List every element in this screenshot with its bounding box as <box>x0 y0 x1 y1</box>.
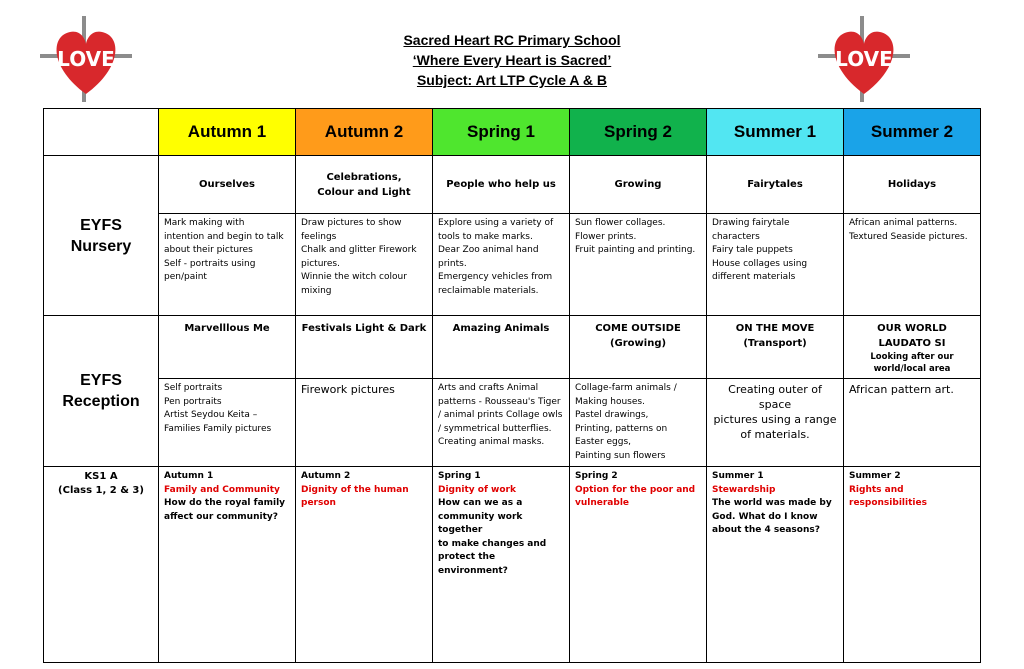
activity-line: Collage-farm animals / <box>575 383 677 393</box>
nursery-topic <box>570 156 707 214</box>
reception-topic <box>159 316 296 379</box>
activity-line: African animal patterns. <box>849 218 958 228</box>
ks1-question: How can we as a <box>438 498 523 508</box>
activity-line: Dear Zoo animal hand <box>438 245 539 255</box>
stage-label-line: (Class 1, 2 & 3) <box>58 485 144 496</box>
topic-line: LAUDATO SI <box>878 338 946 349</box>
term-header: Summer 1 <box>707 109 844 156</box>
activity-line: Fruit painting and printing. <box>575 245 696 255</box>
activity-line: about their pictures <box>164 245 253 255</box>
activity-line: feelings <box>301 231 337 242</box>
topic-line: Fairytales <box>747 179 803 190</box>
activity-line: Families Family pictures <box>164 423 272 434</box>
activity-line: African pattern art. <box>849 383 954 396</box>
activity-line: Self - portraits using <box>164 258 256 269</box>
activity-line: Artist Seydou Keita – <box>164 410 258 420</box>
topic-line: Colour and Light <box>317 186 411 198</box>
reception-activity <box>159 379 296 467</box>
activity-line: Pen portraits <box>164 396 222 407</box>
ks1-cell <box>159 467 296 663</box>
ks1-theme: Stewardship <box>712 484 776 495</box>
ks1-question: How do the royal family <box>164 498 286 508</box>
activity-line: Chalk and glitter Firework <box>301 245 417 255</box>
ks1-question: community work together <box>438 511 523 535</box>
stage-label-line: EYFS <box>80 216 122 234</box>
ks1-theme: Family and Community <box>164 484 280 495</box>
nursery-topic <box>707 156 844 214</box>
topic-line: Growing <box>614 179 662 190</box>
stage-label-line: KS1 A <box>84 471 118 482</box>
nursery-activity <box>159 214 296 316</box>
reception-topic <box>844 316 981 379</box>
activity-line: Easter eggs, <box>575 437 632 447</box>
ks1-term: Autumn 2 <box>301 471 351 481</box>
topic-line: OUR WORLD <box>877 323 947 334</box>
stage-label-nursery <box>44 156 159 316</box>
term-header: Summer 2 <box>844 109 981 156</box>
activity-line: Draw pictures to show <box>301 218 402 228</box>
nursery-activity <box>433 214 570 316</box>
ks1-question: protect the environment? <box>438 552 508 576</box>
stage-label-line: Reception <box>62 393 140 410</box>
document-header <box>0 30 1024 90</box>
reception-topic <box>707 316 844 379</box>
reception-topic <box>570 316 707 379</box>
activity-line: pictures using a range <box>713 413 837 426</box>
topic-line: Celebrations, <box>326 171 402 183</box>
topic-line: Amazing Animals <box>452 323 550 334</box>
activity-line: tools to make marks. <box>438 231 533 242</box>
ks1-cell <box>570 467 707 663</box>
nursery-activity <box>296 214 433 316</box>
topic-line: People who help us <box>446 179 556 190</box>
ks1-term: Spring 2 <box>575 471 618 481</box>
stage-label-reception <box>44 316 159 467</box>
topic-line: ON THE MOVE <box>735 323 815 334</box>
activity-line: pen/paint <box>164 272 207 282</box>
school-motto: ‘Where Every Heart is Sacred’ <box>412 52 612 68</box>
ks1-cell <box>707 467 844 663</box>
topic-line: COME OUTSIDE <box>595 323 681 334</box>
activity-line: of materials. <box>740 428 810 441</box>
activity-line: Arts and crafts Animal <box>438 383 539 393</box>
activity-line: Winnie the witch colour <box>301 272 407 282</box>
topic-line: Holidays <box>887 179 937 190</box>
ks1-term: Spring 1 <box>438 471 481 481</box>
reception-activity <box>433 379 570 467</box>
activity-line: Fairy tale puppets <box>712 245 793 255</box>
activity-line: patterns - Rousseau's Tiger <box>438 396 561 407</box>
logo-text: LOVE <box>835 47 893 71</box>
ks1-question: affect our community? <box>164 511 278 522</box>
school-name: Sacred Heart RC Primary School <box>403 32 621 48</box>
nursery-activity <box>570 214 707 316</box>
activity-line: Making houses. <box>575 396 645 407</box>
topic-line: Looking after our <box>870 352 954 362</box>
nursery-topic-row <box>44 156 981 214</box>
ks1-question: to make changes and <box>438 538 547 549</box>
reception-activity-row <box>44 379 981 467</box>
ks1-term: Autumn 1 <box>164 471 214 481</box>
activity-line: Sun flower collages. <box>575 218 666 228</box>
ks1-theme: Dignity of work <box>438 484 516 495</box>
activity-line: Pastel drawings, <box>575 410 649 420</box>
activity-line: Emergency vehicles from <box>438 272 553 282</box>
activity-line: / symmetrical butterflies. <box>438 423 552 434</box>
activity-line: mixing <box>301 285 332 296</box>
activity-line: Flower prints. <box>575 231 637 242</box>
topic-line: (Growing) <box>609 338 667 349</box>
nursery-topic <box>296 156 433 214</box>
nursery-topic <box>159 156 296 214</box>
ks1-theme: Option for the poor and <box>575 484 696 495</box>
activity-line: Creating animal masks. <box>438 437 545 447</box>
ks1-cell <box>296 467 433 663</box>
ks1-row <box>44 467 981 663</box>
activity-line: reclaimable materials. <box>438 285 539 296</box>
activity-line: Painting sun flowers <box>575 450 666 461</box>
activity-line: Explore using a variety of <box>438 218 554 228</box>
nursery-activity-row <box>44 214 981 316</box>
corner-cell <box>44 109 159 156</box>
topic-line: Ourselves <box>199 179 255 190</box>
term-header: Autumn 2 <box>296 109 433 156</box>
ks1-term: Summer 2 <box>849 471 901 481</box>
reception-topic <box>433 316 570 379</box>
ks1-cell <box>433 467 570 663</box>
term-header: Spring 1 <box>433 109 570 156</box>
stage-label-ks1 <box>44 467 159 663</box>
term-header-row <box>44 109 981 156</box>
reception-topic-row <box>44 316 981 379</box>
ks1-cell <box>844 467 981 663</box>
ks1-question: about the 4 seasons? <box>712 525 820 535</box>
activity-line: pictures. <box>301 258 340 269</box>
activity-line: Self portraits <box>164 383 223 393</box>
topic-line: (Transport) <box>743 338 807 349</box>
nursery-topic <box>844 156 981 214</box>
activity-line: Textured Seaside pictures. <box>849 231 968 242</box>
ks1-theme: person <box>301 498 336 508</box>
activity-line: Mark making with <box>164 218 245 228</box>
reception-activity <box>844 379 981 467</box>
term-header: Spring 2 <box>570 109 707 156</box>
ks1-question: God. What do I know <box>712 511 818 522</box>
activity-line: intention and begin to talk <box>164 231 284 242</box>
activity-line: Creating outer of space <box>728 383 822 411</box>
logo-text: LOVE <box>57 47 115 71</box>
activity-line: Printing, patterns on <box>575 423 668 434</box>
subject-title: Subject: Art LTP Cycle A & B <box>416 72 608 88</box>
nursery-activity <box>707 214 844 316</box>
nursery-topic <box>433 156 570 214</box>
topic-line: world/local area <box>873 364 951 374</box>
activity-line: prints. <box>438 258 467 269</box>
ks1-theme: Dignity of the human <box>301 484 409 495</box>
reception-topic <box>296 316 433 379</box>
ks1-theme: Rights and responsibilities <box>849 484 927 508</box>
stage-label-line: Nursery <box>70 237 132 255</box>
topic-line: Marvelllous Me <box>184 323 270 334</box>
activity-line: Firework pictures <box>301 383 395 396</box>
activity-line: Drawing fairytale <box>712 218 790 228</box>
term-header: Autumn 1 <box>159 109 296 156</box>
ks1-term: Summer 1 <box>712 471 764 481</box>
reception-activity <box>570 379 707 467</box>
topic-line: Festivals Light & Dark <box>301 323 427 334</box>
nursery-activity <box>844 214 981 316</box>
art-long-term-plan-table <box>43 108 981 663</box>
activity-line: characters <box>712 231 760 242</box>
stage-label-line: EYFS <box>80 372 122 389</box>
activity-line: / animal prints Collage owls <box>438 410 563 420</box>
reception-activity <box>707 379 844 467</box>
ks1-question: The world was made by <box>712 498 832 508</box>
reception-activity <box>296 379 433 467</box>
activity-line: different materials <box>712 272 796 282</box>
ks1-theme: vulnerable <box>575 498 630 508</box>
activity-line: House collages using <box>712 258 808 269</box>
